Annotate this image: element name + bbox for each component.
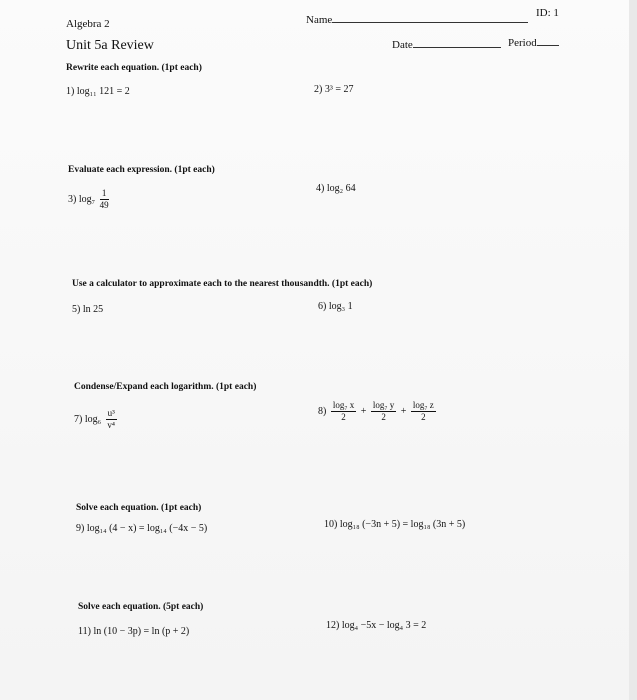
problem-7-number: 7) [74, 413, 83, 425]
period-label-text: Period [508, 37, 537, 49]
page-edge-shadow [629, 0, 637, 700]
problem-9-expression: log₁₄ (4 − x) = log₁₄ (−4x − 5) [86, 523, 208, 534]
date-line [413, 37, 501, 48]
problem-8-denominator-2: 2 [381, 412, 386, 422]
problem-1 [66, 86, 130, 97]
problem-8-fraction-3 [411, 400, 436, 423]
problem-8-fraction-2 [371, 400, 396, 423]
problem-8 [318, 400, 438, 423]
name-label-text: Name [306, 14, 333, 26]
problem-7-numerator: u³ [107, 408, 115, 418]
problem-8-numerator-3: log₇ z [412, 400, 434, 410]
problem-7 [74, 408, 119, 431]
plus-sign-1: + [360, 405, 367, 417]
section-solve-5pt: Solve each equation. (5pt each) [78, 602, 204, 612]
course-label: Algebra 2 [66, 18, 110, 30]
problem-10-expression: log₁₈ (−3n + 5) = log₁₈ (3n + 5) [339, 519, 466, 530]
section-solve-1pt: Solve each equation. (1pt each) [76, 503, 202, 513]
problem-2 [314, 84, 353, 95]
id-label: ID: 1 [536, 7, 559, 19]
problem-2-number: 2) [314, 84, 323, 95]
unit-title: Unit 5a Review [66, 38, 154, 53]
problem-6-number: 6) [318, 301, 327, 312]
problem-7-fraction [106, 408, 117, 431]
problem-10-number: 10) [324, 519, 338, 530]
problem-8-fraction-1 [331, 400, 356, 423]
name-line [332, 12, 528, 23]
date-label-text: Date [392, 39, 413, 51]
problem-8-number: 8) [318, 405, 327, 417]
period-line [537, 35, 559, 46]
problem-6 [318, 301, 353, 312]
problem-8-numerator-2: log₇ y [372, 400, 395, 410]
problem-7-log: log₆ [84, 413, 102, 425]
problem-6-expression: log₃ 1 [328, 301, 353, 312]
problem-5-expression: ln 25 [82, 304, 104, 315]
problem-12-expression: log₄ −5x − log₄ 3 = 2 [341, 620, 427, 631]
problem-3 [68, 188, 111, 211]
problem-3-fraction [100, 188, 109, 211]
problem-3-denominator: 49 [99, 200, 109, 210]
problem-8-denominator-3: 2 [421, 412, 426, 422]
problem-3-log: log₇ [78, 193, 96, 205]
problem-2-expression: 3³ = 27 [324, 84, 354, 95]
problem-1-number: 1) [66, 86, 75, 97]
problem-8-numerator-1: log₇ x [332, 400, 355, 410]
problem-1-expression: log₁₁ 121 = 2 [76, 86, 130, 97]
problem-4-expression: log₂ 64 [326, 183, 356, 194]
section-evaluate: Evaluate each expression. (1pt each) [68, 165, 215, 175]
problem-4 [316, 183, 356, 194]
period-label [508, 35, 559, 49]
section-condense: Condense/Expand each logarithm. (1pt each) [74, 382, 257, 392]
problem-8-denominator-1: 2 [341, 412, 346, 422]
problem-7-denominator: v⁴ [107, 420, 116, 430]
problem-5 [72, 304, 103, 315]
problem-12-number: 12) [326, 620, 340, 631]
section-rewrite: Rewrite each equation. (1pt each) [66, 63, 202, 73]
problem-12 [326, 620, 426, 631]
problem-3-number: 3) [68, 193, 77, 205]
name-label [306, 12, 528, 26]
plus-sign-2: + [400, 405, 407, 417]
date-label [392, 37, 501, 51]
section-calculator: Use a calculator to approximate each to the nearest thousandth. (1pt each) [72, 279, 373, 289]
problem-11-number: 11) [78, 626, 91, 637]
problem-9-number: 9) [76, 523, 85, 534]
problem-10 [324, 519, 465, 530]
problem-11 [78, 626, 189, 637]
problem-9 [76, 523, 207, 534]
problem-11-expression: ln (10 − 3p) = ln (p + 2) [93, 626, 190, 637]
problem-3-numerator: 1 [100, 188, 109, 200]
problem-5-number: 5) [72, 304, 81, 315]
problem-4-number: 4) [316, 183, 325, 194]
